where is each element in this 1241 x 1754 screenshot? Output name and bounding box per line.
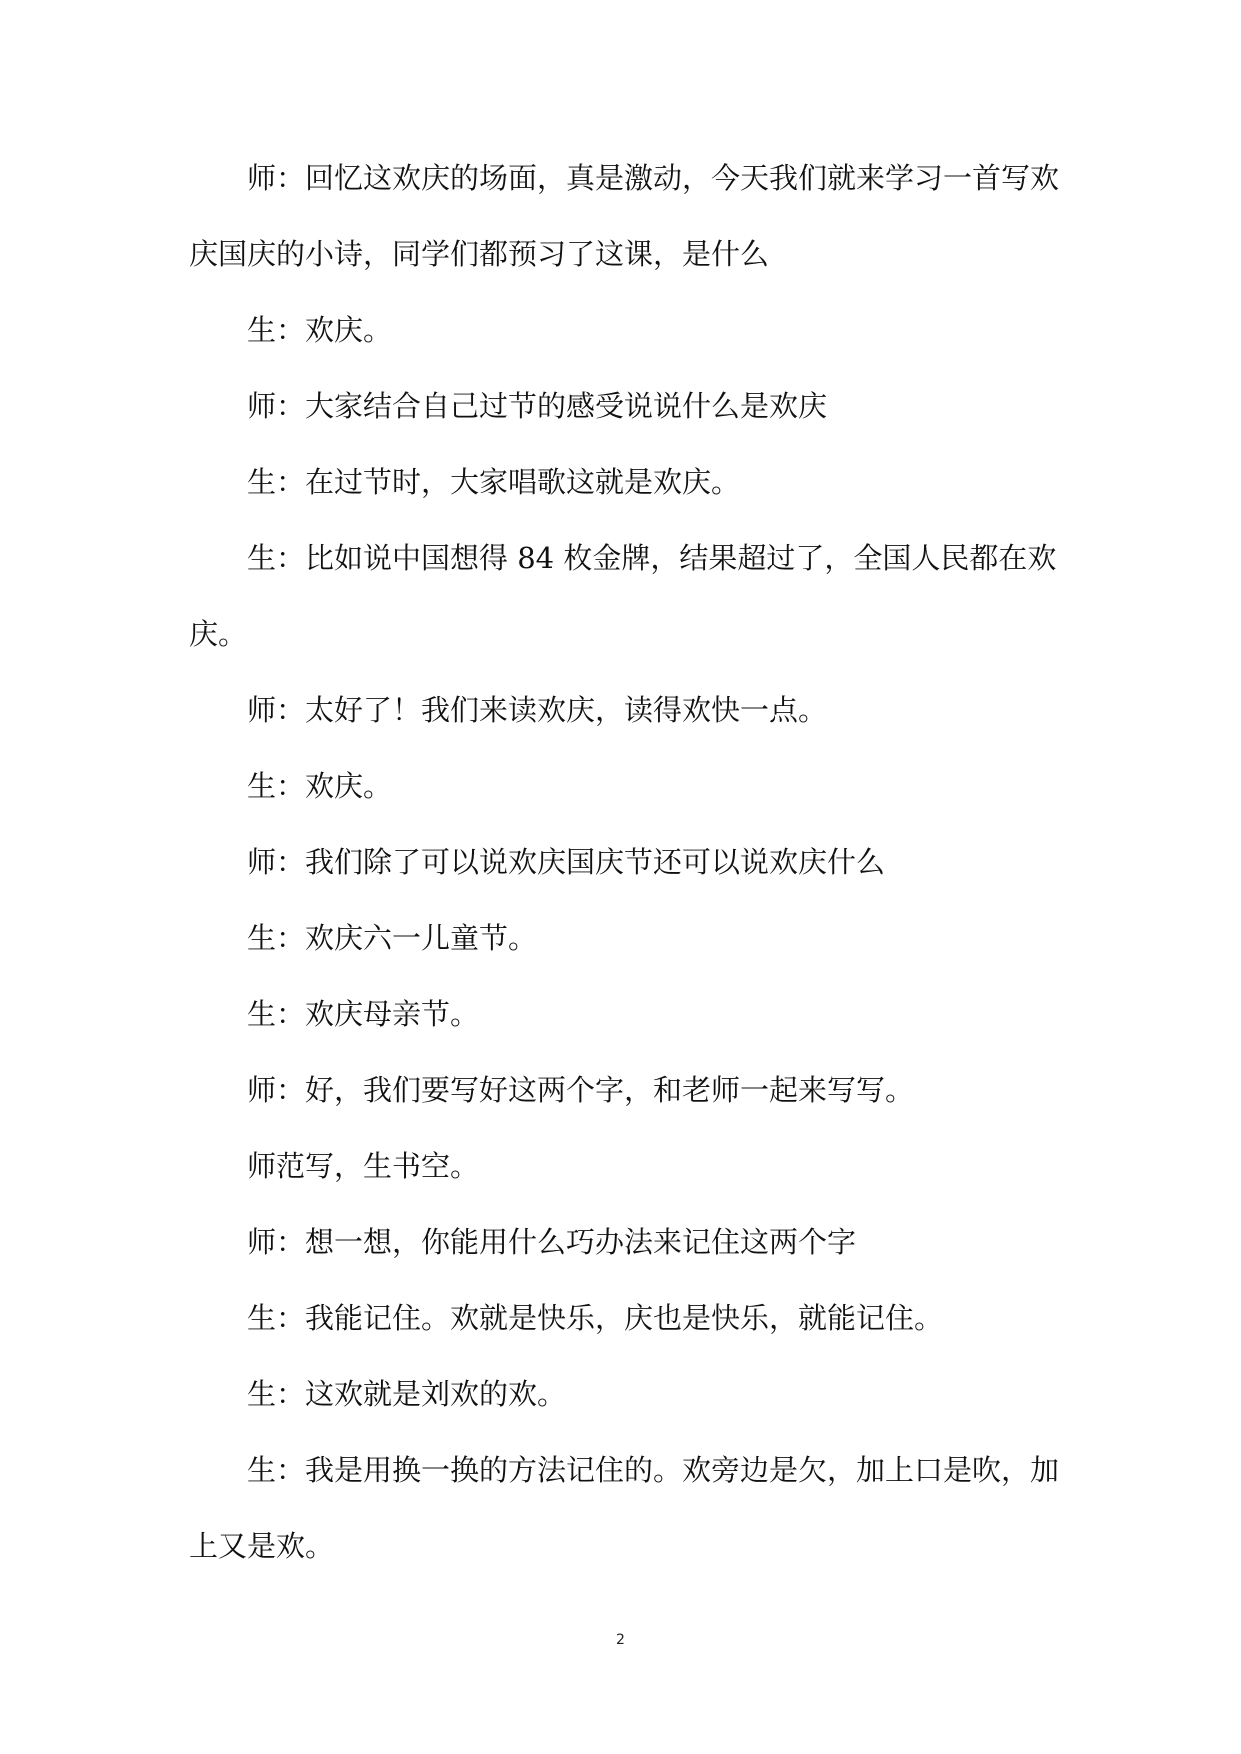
paragraph: 师范写，生书空。: [247, 1149, 480, 1183]
paragraph: 生：欢庆。: [247, 769, 393, 803]
paragraph: 生：这欢就是刘欢的欢。: [247, 1377, 567, 1411]
paragraph: 师：太好了！我们来读欢庆，读得欢快一点。: [247, 693, 828, 727]
paragraph: 生：欢庆六一儿童节。: [247, 921, 538, 955]
paragraph: 生：欢庆。: [247, 313, 393, 347]
paragraph: 师：回忆这欢庆的场面，真是激动，今天我们就来学习一首写欢庆国庆的小诗，同学们都预习了这课，是什么: [189, 161, 1060, 271]
paragraph: 师：我们除了可以说欢庆国庆节还可以说欢庆什么: [247, 845, 886, 879]
paragraph: 生：我是用换一换的方法记住的。欢旁边是欠，加上口是吹，加上又是欢。: [189, 1453, 1060, 1563]
paragraph: 生：在过节时，大家唱歌这就是欢庆。: [247, 465, 741, 499]
paragraph: 师：大家结合自己过节的感受说说什么是欢庆: [247, 389, 828, 423]
page-body: [189, 140, 1059, 1584]
paragraph: 师：想一想，你能用什么巧办法来记住这两个字: [247, 1225, 857, 1259]
paragraph: 生：欢庆母亲节。: [247, 997, 480, 1031]
paragraph: 生：我能记住。欢就是快乐，庆也是快乐，就能记住。: [247, 1301, 944, 1335]
paragraph: 生：比如说中国想得 84 枚金牌，结果超过了，全国人民都在欢庆。: [189, 541, 1057, 651]
page-number: 2: [616, 1632, 625, 1648]
paragraph: 师：好，我们要写好这两个字，和老师一起来写写。: [247, 1073, 915, 1107]
